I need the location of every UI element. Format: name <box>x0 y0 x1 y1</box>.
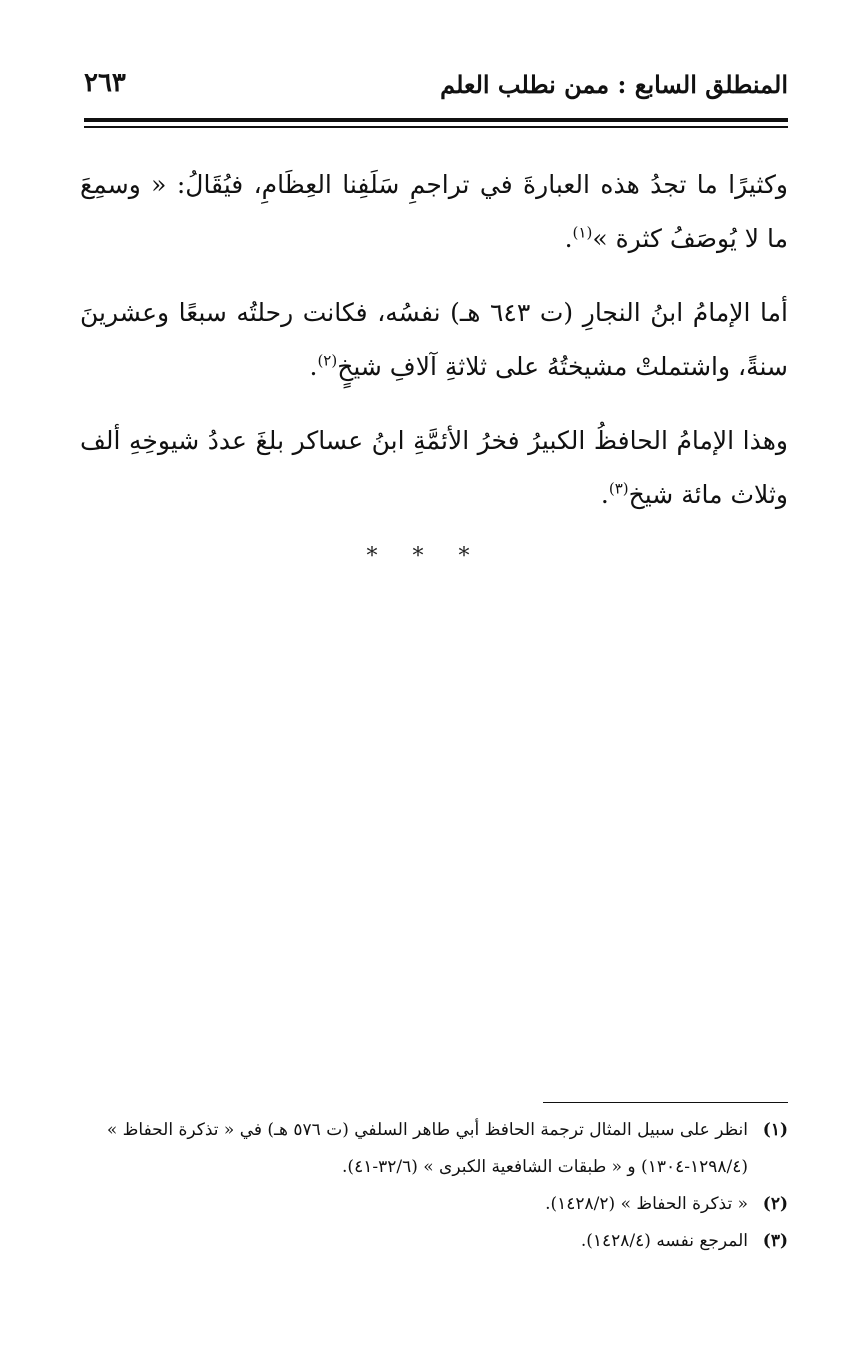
footnotes <box>80 1112 788 1260</box>
paragraph-3-text: وهذا الإمامُ الحافظُ الكبيرُ فخرُ الأئمَّةِ ابنُ عساكر بلغَ عددُ شيوخِهِ ألف وثلاث مائة شيخ <box>80 426 788 509</box>
footnote-text-3: المرجع نفسه (١٤٢٨/٤). <box>580 1231 748 1251</box>
body-text <box>80 158 788 542</box>
footnote-text-1: انظر على سبيل المثال ترجمة الحافظ أبي طاهر السلفي (ت ٥٧٦ هـ) في « تذكرة الحفاظ » (١٢٩٨/٤-١٣٠٤) و « طبقات الشافعية الكبرى » (٣٢/٦-٤١). <box>106 1120 748 1177</box>
paragraph-1 <box>80 158 788 266</box>
footnote-2 <box>80 1186 788 1223</box>
footnote-3 <box>80 1223 788 1260</box>
paragraph-1-tail: . <box>564 224 573 253</box>
paragraph-2-tail: . <box>309 352 318 381</box>
header-rule-thick <box>84 118 788 122</box>
footnote-ref-2[interactable]: (٢) <box>317 351 338 370</box>
section-separator: * * * <box>366 544 484 569</box>
footnote-marker-3: (٣) <box>762 1231 788 1251</box>
footnote-ref-3[interactable]: (٣) <box>608 479 629 498</box>
running-title: المنطلق السابع : ممن نطلب العلم <box>440 70 788 99</box>
footnote-text-2: « تذكرة الحفاظ » (١٤٢٨/٢). <box>545 1194 748 1214</box>
paragraph-2 <box>80 286 788 394</box>
footnote-rule <box>543 1102 788 1103</box>
running-header <box>84 66 788 110</box>
paragraph-3-tail: . <box>600 480 609 509</box>
paragraph-1-text: وكثيرًا ما تجدُ هذه العبارةَ في تراجمِ سَلَفِنا العِظَامِ، فيُقَالُ: « وسمِعَ ما لا يُوصَفُ كثرة » <box>80 170 788 253</box>
paragraph-3 <box>80 414 788 522</box>
paragraph-2-text: أما الإمامُ ابنُ النجارِ (ت ٦٤٣ هـ) نفسُه، فكانت رحلتُه سبعًا وعشرينَ سنةً، واشتملتْ مشيختُهُ على ثلاثةِ آلافِ شيخٍ <box>80 298 788 381</box>
footnote-marker-1: (١) <box>762 1120 788 1140</box>
footnote-marker-2: (٢) <box>762 1194 788 1214</box>
footnote-1 <box>80 1112 788 1186</box>
header-rule-thin <box>84 126 788 128</box>
page-number: ٢٦٣ <box>84 68 126 98</box>
footnote-ref-1[interactable]: (١) <box>572 223 593 242</box>
